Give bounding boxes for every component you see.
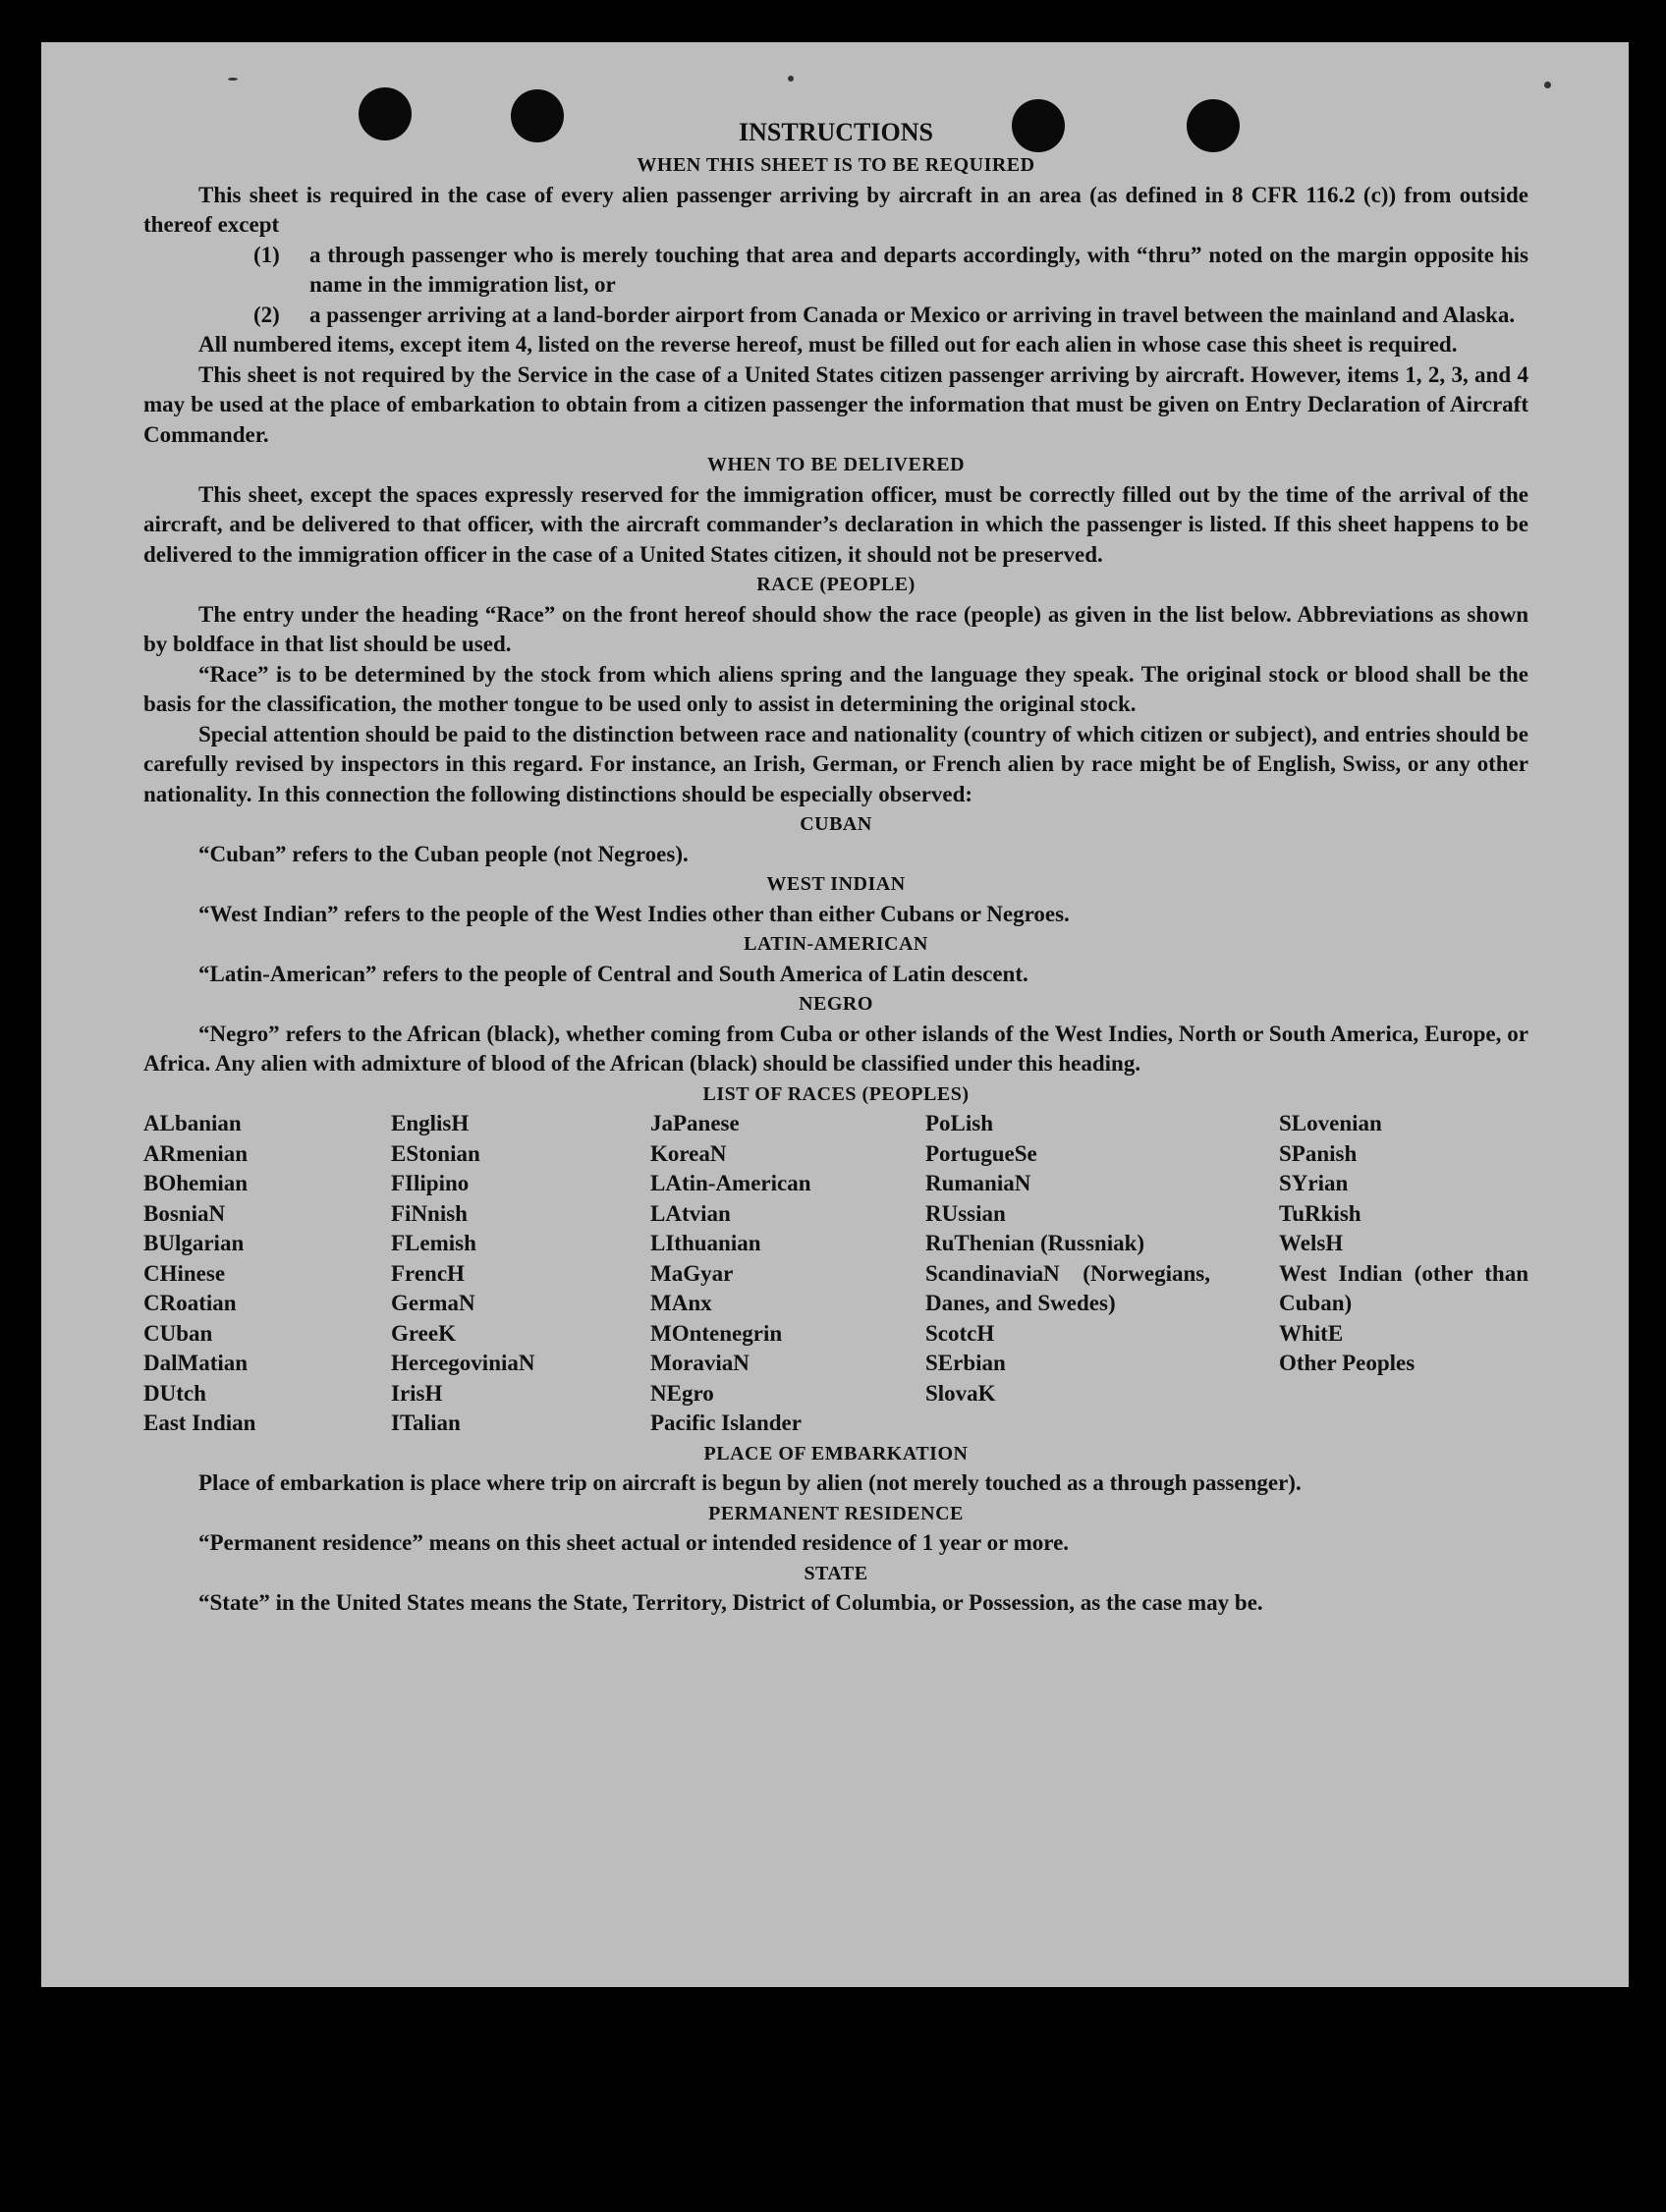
race-entry: MAnx (650, 1291, 712, 1315)
section-heading: PLACE OF EMBARKATION (703, 1442, 969, 1465)
race-entry: HercegoviniaN (391, 1351, 535, 1375)
paragraph: “State” in the United States means the State, Territory, District of Columbia, or Possession, as the case may be. (198, 1590, 1263, 1615)
paragraph: Place of embarkation is place where trip on aircraft is begun by alien (not merely touched as a through passenger). (198, 1470, 1302, 1495)
race-entry: LAtvian (650, 1200, 731, 1226)
race-entry: SLovenian (1279, 1111, 1382, 1135)
section-heading: CUBAN (800, 813, 872, 835)
paper-speck (788, 76, 794, 82)
races-column-1 (143, 1109, 391, 1439)
race-entry: ALbanian (143, 1111, 242, 1135)
race-entry: BosniaN (143, 1200, 226, 1226)
paragraph: Special attention should be paid to the distinction between race and nationality (country of which citizen or subject), and entries should be carefully revised by inspectors in this regard. For instance, an Irish, German, or French alien by race might be of English, Swiss, or any other nationality. In this connection the following distinctions should be especially observed: (143, 721, 1528, 806)
race-entry: MaGyar (650, 1260, 734, 1286)
paper-speck (228, 78, 238, 81)
race-entry: DalMatian (143, 1351, 249, 1375)
race-entry: NEgro (650, 1380, 714, 1406)
race-entry: LAtin-American (650, 1171, 811, 1195)
race-entry: JaPanese (650, 1111, 740, 1135)
race-entry: MOntenegrin (650, 1320, 783, 1346)
page-title: INSTRUCTIONS (739, 118, 933, 146)
paragraph: This sheet is required in the case of every alien passenger arriving by aircraft in an area (as defined in 8 CFR 116.2 (c)) from outside thereof except (143, 182, 1528, 237)
race-entry: BOhemian (143, 1171, 249, 1195)
race-entry: Pacific Islander (650, 1410, 802, 1435)
race-entry: GermaN (391, 1291, 475, 1315)
race-entry: KoreaN (650, 1140, 727, 1166)
paragraph: “West Indian” refers to the people of the West Indies other than either Cubans or Negroes. (198, 901, 1070, 926)
race-entry: FrencH (391, 1260, 465, 1286)
race-entry: EStonian (391, 1140, 480, 1166)
document-sheet (41, 42, 1629, 1987)
instructions-content (143, 115, 1528, 1619)
race-entry: TuRkish (1279, 1200, 1361, 1226)
race-entry: LIthuanian (650, 1231, 761, 1255)
race-entry: BUlgarian (143, 1231, 245, 1255)
race-entry: PoLish (925, 1111, 994, 1135)
race-entry: ITalian (391, 1410, 461, 1435)
paragraph: “Permanent residence” means on this sheet actual or intended residence of 1 year or more. (198, 1530, 1070, 1555)
item-number: (2) (253, 302, 280, 327)
item-text: a passenger arriving at a land-border airport from Canada or Mexico or arriving in travel between the mainland and Alaska. (309, 302, 1516, 327)
races-column-5 (1279, 1109, 1528, 1439)
race-entry: GreeK (391, 1320, 456, 1346)
section-heading: RACE (PEOPLE) (756, 574, 916, 595)
race-entry: FIlipino (391, 1171, 470, 1195)
section-heading: LIST OF RACES (PEOPLES) (702, 1082, 970, 1105)
section-heading: WEST INDIAN (766, 873, 906, 895)
race-entry: SlovaK (925, 1380, 996, 1406)
race-entry: WhitE (1279, 1320, 1344, 1346)
races-column-3 (650, 1109, 925, 1439)
race-entry: RUssian (925, 1200, 1006, 1226)
race-entry: ScandinaviaN (Norwegians, Danes, and Swedes) (925, 1260, 1210, 1315)
race-entry: CHinese (143, 1260, 226, 1286)
race-entry: SYrian (1279, 1171, 1349, 1195)
paragraph: The entry under the heading “Race” on the front hereof should show the race (people) as given in the list below. Abbreviations as shown by boldface in that list should be used. (143, 601, 1528, 656)
race-entry: ARmenian (143, 1140, 249, 1166)
races-column-4 (925, 1109, 1279, 1439)
race-entry: WelsH (1279, 1231, 1344, 1255)
paragraph: “Cuban” refers to the Cuban people (not Negroes). (198, 841, 689, 866)
race-entry: MoraviaN (650, 1351, 750, 1375)
section-heading: WHEN TO BE DELIVERED (706, 454, 966, 475)
race-entry: RuThenian (Russniak) (925, 1231, 1145, 1255)
races-column-2 (391, 1109, 650, 1439)
race-entry: FLemish (391, 1231, 476, 1255)
list-item (253, 301, 1528, 331)
section-heading: PERMANENT RESIDENCE (708, 1502, 964, 1524)
paragraph: This sheet, except the spaces expressly reserved for the immigration officer, must be correctly filled out by the time of the arrival of the aircraft, and be delivered to that officer, with the aircraft commander’s declaration in which the passenger is listed. If this sheet happens to be delivered to the immigration officer in the case of a United States citizen, it should not be preserved. (143, 481, 1528, 567)
list-item (253, 241, 1528, 301)
race-entry: SErbian (925, 1351, 1006, 1375)
section-heading: LATIN-AMERICAN (744, 933, 928, 955)
race-entry: DUtch (143, 1380, 206, 1406)
paragraph: “Race” is to be determined by the stock from which aliens spring and the language they speak. The original stock or blood shall be the basis for the classification, the mother tongue to be used only to assist in determining the original stock. (143, 661, 1528, 716)
race-entry: EnglisH (391, 1111, 470, 1135)
section-heading: WHEN THIS SHEET IS TO BE REQUIRED (637, 154, 1035, 176)
paragraph: All numbered items, except item 4, listed on the reverse hereof, must be filled out for each alien in whose case this sheet is required. (198, 332, 1458, 357)
item-text: a through passenger who is merely touching that area and departs accordingly, with “thru” noted on the margin opposite his name in the immigration list, or (309, 242, 1528, 297)
race-entry: FiNnish (391, 1200, 468, 1226)
race-entry: CUban (143, 1320, 213, 1346)
race-entry: ScotcH (925, 1320, 995, 1346)
race-entry: East Indian (143, 1410, 256, 1435)
paper-speck (1544, 82, 1551, 88)
race-entry: Other Peoples (1279, 1351, 1416, 1375)
race-entry: PortugueSe (925, 1140, 1037, 1166)
race-entry: SPanish (1279, 1140, 1358, 1166)
races-list (143, 1109, 1528, 1439)
race-entry: IrisH (391, 1380, 443, 1406)
paragraph: “Latin-American” refers to the people of Central and South America of Latin descent. (198, 961, 1028, 986)
race-entry: West Indian (other than Cuban) (1279, 1260, 1528, 1315)
paragraph: “Negro” refers to the African (black), whether coming from Cuba or other islands of the West Indies, North or South America, Europe, or Africa. Any alien with admixture of blood of the African (black) should be classified under this heading. (143, 1021, 1528, 1076)
race-entry: RumaniaN (925, 1171, 1031, 1195)
section-heading: STATE (804, 1562, 868, 1584)
item-number: (1) (253, 242, 280, 267)
race-entry: CRoatian (143, 1291, 237, 1315)
section-heading: NEGRO (799, 993, 873, 1015)
paragraph: This sheet is not required by the Service in the case of a United States citizen passenger arriving by aircraft. However, items 1, 2, 3, and 4 may be used at the place of embarkation to obtain from a citizen passenger the information that must be given on Entry Declaration of Aircraft Commander. (143, 361, 1528, 447)
